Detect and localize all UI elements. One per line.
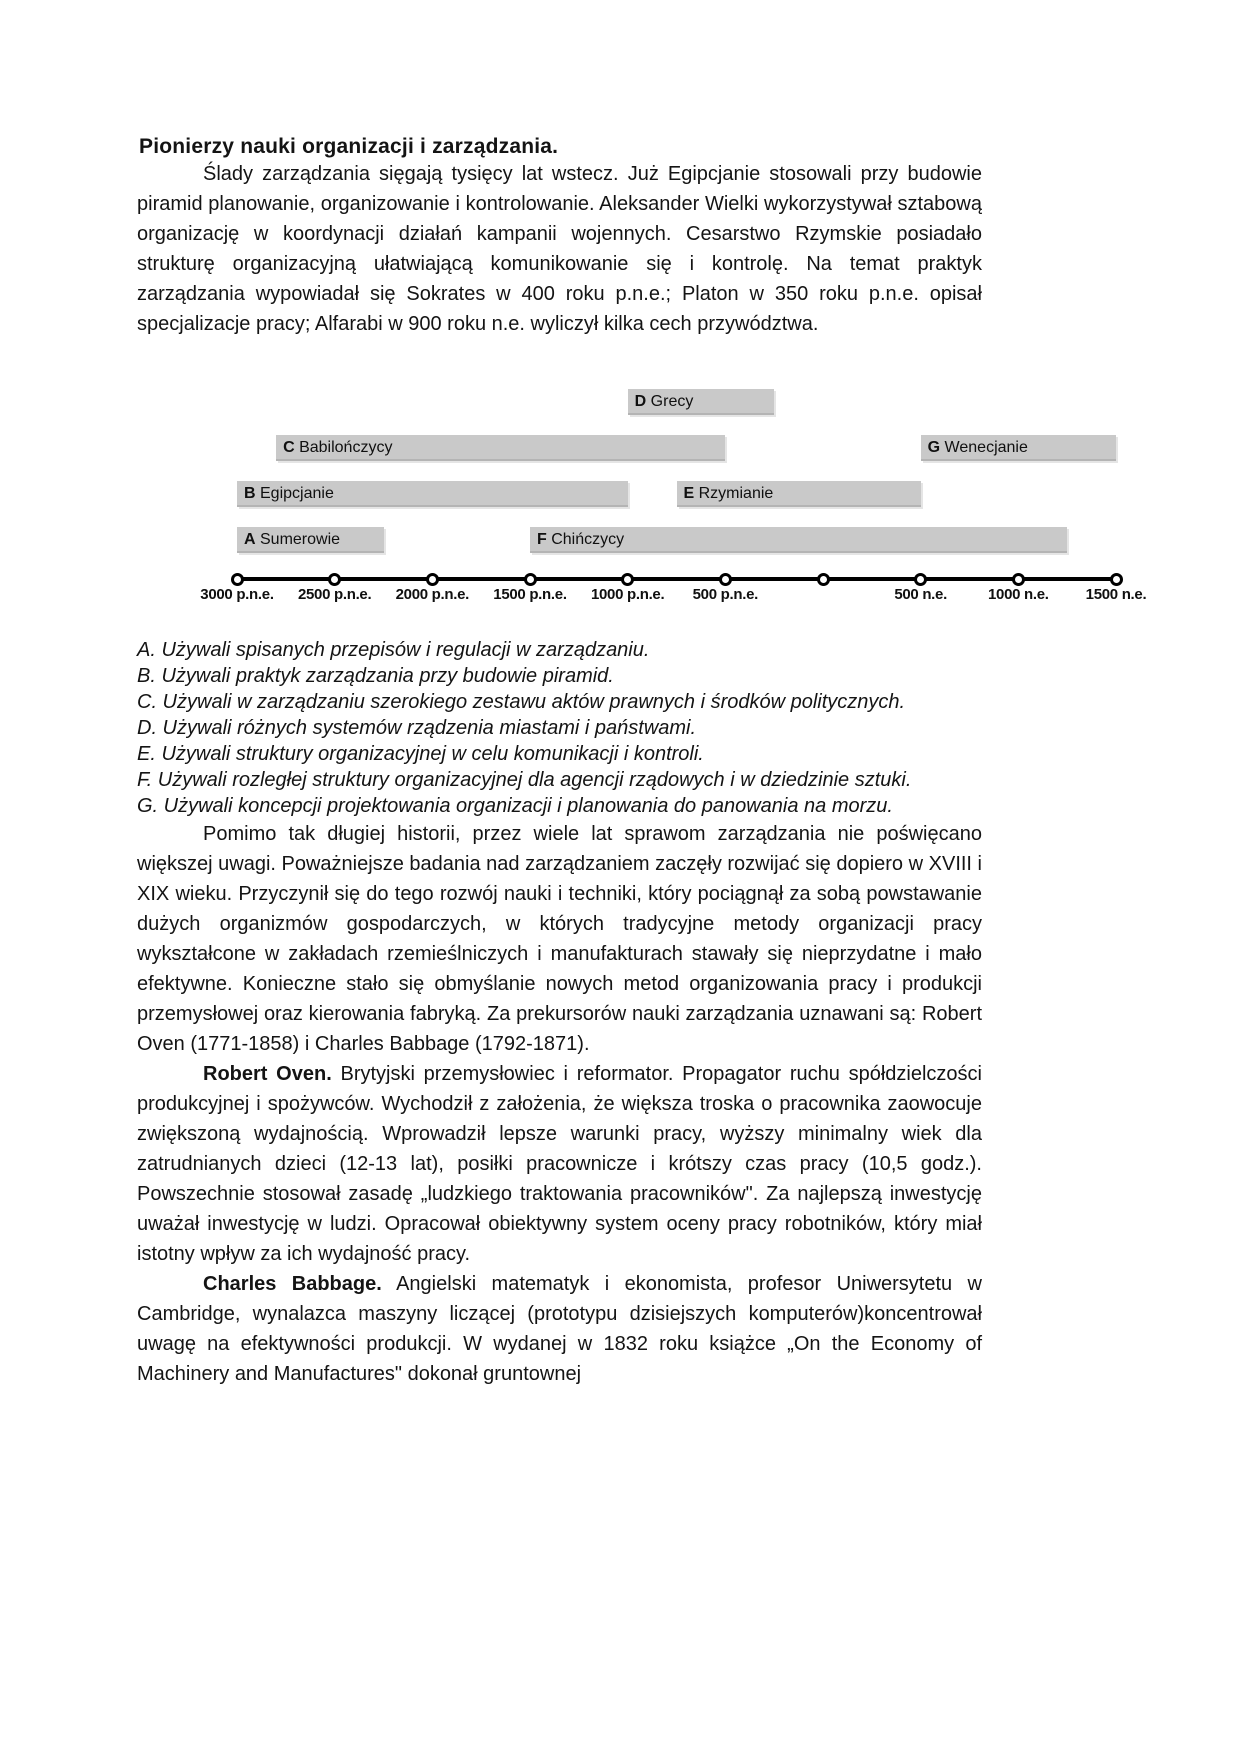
- timeline-tick-label: 500 n.e.: [894, 586, 947, 603]
- timeline-bar-label: Babilończycy: [294, 439, 393, 456]
- timeline-bar-label: Wenecjanie: [940, 439, 1028, 456]
- timeline-bar-key: G: [927, 439, 941, 456]
- timeline-tick-circle: [914, 573, 927, 586]
- legend-item-b: B. Używali praktyk zarządzania przy budowie piramid.: [137, 665, 614, 687]
- timeline-tick-circle: [328, 573, 341, 586]
- paragraph-development: Pomimo tak długiej historii, przez wiele lat sprawom zarządzania nie poświęcano większej uwagi. Poważniejsze badania nad zarządzaniem zaczęły rozwijać się dopiero w XVIII i XIX wieku. Przyczynił się do tego rozwój nauki i techniki, który pociągnął za sobą powstawanie dużych organizmów gospodarczych, w których tradycyjne metody organizacji pracy wykształcone w zakładach rzemieślniczych i manufakturach stawały się nieprzydatne i mało efektywne. Konieczne stało się obmyślanie nowych metod organizowania pracy i produkcji przemysłowej oraz kierowania fabryką. Za prekursorów nauki zarządzania uznawani są: Robert Oven (1771-1858) i Charles Babbage (1792-1871).: [137, 823, 982, 1055]
- timeline-bar-label: Egipcjanie: [255, 485, 334, 502]
- timeline-legend: [0, 637, 1240, 819]
- timeline-tick-label: 1500 n.e.: [1085, 586, 1147, 603]
- legend-item-f: F. Używali rozległej struktury organizacyjnej dla agencji rządowych i w dziedzinie sztuki.: [137, 769, 912, 791]
- timeline-bar-key: B: [244, 485, 256, 502]
- timeline-tick-label: 1000 p.n.e.: [590, 586, 665, 603]
- timeline-bar-label: Grecy: [646, 393, 694, 410]
- timeline-tick-circle: [621, 573, 634, 586]
- timeline-tick-label: 500 p.n.e.: [692, 586, 759, 603]
- paragraph-robert-oven: [137, 1059, 982, 1269]
- legend-item-d: D. Używali różnych systemów rządzenia miastami i państwami.: [137, 717, 697, 739]
- robert-oven-body: Brytyjski przemysłowiec i reformator. Propagator ruchu spółdzielczości produkcyjnej i spożywców. Wychodził z założenia, że większa troska o pracownika zaowocuje zwiększoną wydajnością. Wprowadził lepsze warunki pracy, wyższy minimalny wiek dla zatrudnianych dzieci (12-13 lat), posiłki pracownicze i krótszy czas pracy (10,5 godz.). Powszechnie stosował zasadę „ludzkiego traktowania pracowników". Za najlepszą inwestycję uważał inwestycję w ludzi. Opracował obiektywny system oceny pracy robotników, który miał istotny wpływ za ich wydajność pracy.: [137, 1063, 982, 1265]
- timeline-tick-circle: [231, 573, 244, 586]
- timeline-bar-c: [276, 435, 725, 461]
- timeline-tick-circle: [426, 573, 439, 586]
- timeline-tick-label: 2500 p.n.e.: [297, 586, 372, 603]
- timeline-tick-circle: [524, 573, 537, 586]
- timeline-bar-key: F: [537, 531, 547, 548]
- robert-oven-lead: Robert Oven.: [203, 1063, 332, 1085]
- legend-item-a: A. Używali spisanych przepisów i regulacji w zarządzaniu.: [137, 639, 650, 661]
- paragraph-charles-babbage: [137, 1269, 982, 1389]
- timeline-bar-e: [677, 481, 921, 507]
- timeline-bar-label: Rzymianie: [694, 485, 774, 502]
- timeline-bar-key: D: [634, 393, 647, 410]
- timeline-bar-label: Chińczycy: [546, 531, 625, 548]
- timeline-bar-label: Sumerowie: [255, 531, 341, 548]
- timeline-axis: [237, 577, 1116, 581]
- timeline-tick-label: 3000 p.n.e.: [200, 586, 274, 603]
- timeline-bar-key: C: [283, 439, 295, 456]
- legend-item-e: E. Używali struktury organizacyjnej w celu komunikacji i kontroli.: [137, 743, 704, 765]
- timeline-bar-a: [237, 527, 384, 553]
- timeline-bar-key: E: [683, 485, 695, 502]
- timeline-tick-circle: [817, 573, 830, 586]
- timeline-bar-f: [530, 527, 1067, 553]
- timeline-bar-b: [237, 481, 628, 507]
- timeline-bar-g: [921, 435, 1116, 461]
- timeline-bar-key: A: [244, 531, 256, 548]
- timeline-bar-d: [628, 389, 775, 415]
- charles-babbage-lead: Charles Babbage.: [203, 1273, 382, 1295]
- paragraph-intro: Ślady zarządzania sięgają tysięcy lat wstecz. Już Egipcjanie stosowali przy budowie piramid planowanie, organizowanie i kontrolowanie. Aleksander Wielki wykorzystywał sztabową organizację w koordynacji działań kampanii wojennych. Cesarstwo Rzymskie posiadało strukturę organizacyjną ułatwiającą komunikowanie się i kontrolę. Na temat praktyk zarządzania wypowiadał się Sokrates w 400 roku p.n.e.; Platon w 350 roku p.n.e. opisał specjalizacje pracy; Alfarabi w 900 roku n.e. wyliczył kilka cech przywództwa.: [137, 163, 982, 335]
- timeline-tick-circle: [1110, 573, 1123, 586]
- timeline-tick-label: 2000 p.n.e.: [395, 586, 470, 603]
- timeline-tick-label: 1500 p.n.e.: [493, 586, 567, 603]
- legend-item-c: C. Używali w zarządzaniu szerokiego zestawu aktów prawnych i środków politycznych.: [137, 691, 906, 713]
- timeline-tick-circle: [719, 573, 732, 586]
- timeline-chart: [0, 383, 1240, 621]
- charles-babbage-body: Angielski matematyk i ekonomista, profesor Uniwersytetu w Cambridge, wynalazca maszyny liczącej (prototypu dzisiejszych komputerów)koncentrował uwagę na efektywności produkcji. W wydanej w 1832 roku książce „On the Economy of Machinery and Manufactures" dokonał gruntownej: [137, 1273, 982, 1385]
- timeline-tick-circle: [1012, 573, 1025, 586]
- legend-item-g: G. Używali koncepcji projektowania organizacji i planowania do panowania na morzu.: [137, 795, 893, 817]
- page-title: Pionierzy nauki organizacji i zarządzania.: [139, 135, 559, 158]
- timeline-tick-label: 1000 n.e.: [987, 586, 1049, 603]
